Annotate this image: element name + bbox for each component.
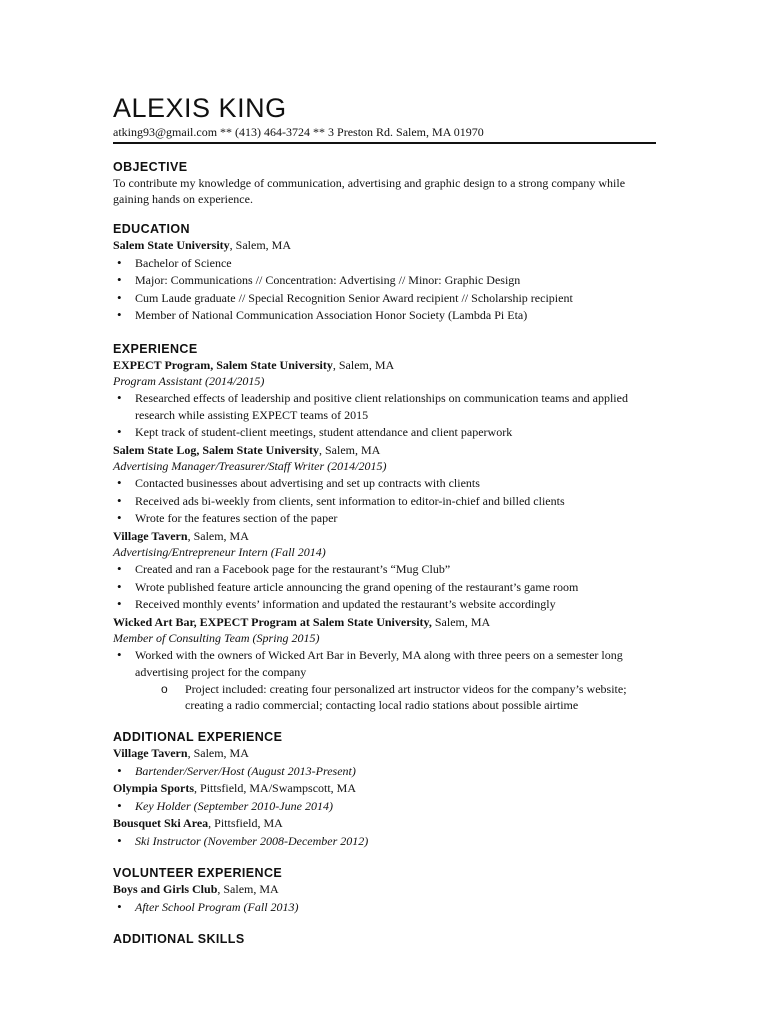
list-item: • Bachelor of Science [113, 255, 655, 272]
additional-bullets [113, 798, 655, 815]
job-org-line [113, 442, 655, 459]
additional-org-line [113, 815, 655, 832]
header-divider [113, 142, 656, 144]
job-bullets [113, 390, 655, 441]
job-org: Village Tavern [113, 528, 188, 543]
list-item: • Wrote for the features section of the paper [113, 510, 655, 527]
job-location: , Salem, MA [187, 528, 249, 543]
list-item: • Received monthly events’ information and updated the restaurant’s website accordingly [113, 596, 655, 613]
job-org-line [113, 357, 655, 374]
volunteer-bullets [113, 899, 655, 916]
job-role: Advertising/Entrepreneur Intern (Fall 2014) [113, 545, 326, 559]
job-entry [113, 528, 655, 613]
list-item: • Ski Instructor (November 2008-December 2012) [113, 833, 655, 850]
additional-location: , Pittsfield, MA/Swampscott, MA [194, 781, 357, 795]
list-item: • Worked with the owners of Wicked Art Bar in Beverly, MA along with three peers on a semester long advertising project for the company [113, 647, 655, 680]
job-sub-bullets [113, 681, 655, 713]
education-section [113, 221, 655, 324]
job-org: Wicked Art Bar, EXPECT Program at Salem State University, [113, 614, 432, 629]
experience-heading: EXPERIENCE [113, 341, 198, 356]
job-role: Member of Consulting Team (Spring 2015) [113, 631, 320, 645]
job-org-line [113, 528, 655, 545]
skills-section [113, 931, 655, 947]
candidate-name: ALEXIS KING [113, 93, 287, 123]
list-item: • Created and ran a Facebook page for the restaurant’s “Mug Club” [113, 561, 655, 578]
job-location: Salem, MA [431, 614, 491, 629]
list-item: • Researched effects of leadership and positive client relationships on communication teams and applied research while assisting EXPECT teams of 2015 [113, 390, 655, 423]
school-name: Salem State University [113, 238, 230, 252]
job-bullets [113, 561, 655, 613]
additional-org: Bousquet Ski Area [113, 816, 209, 830]
additional-org: Village Tavern [113, 746, 188, 760]
list-item: • After School Program (Fall 2013) [113, 899, 655, 916]
volunteer-section [113, 865, 655, 915]
job-role: Advertising Manager/Treasurer/Staff Writer (2014/2015) [113, 459, 387, 473]
education-heading: EDUCATION [113, 222, 190, 236]
additional-experience-section [113, 729, 655, 849]
additional-bullets [113, 833, 655, 850]
list-item: • Major: Communications // Concentration: Advertising // Minor: Graphic Design [113, 272, 655, 289]
volunteer-org-line [113, 881, 655, 898]
objective-text: To contribute my knowledge of communication, advertising and graphic design to a strong company while gaining hands on experience. [113, 176, 626, 206]
job-org-line [113, 614, 655, 631]
additional-location: , Salem, MA [187, 746, 249, 760]
volunteer-heading: VOLUNTEER EXPERIENCE [113, 866, 283, 880]
additional-bullets [113, 763, 655, 780]
education-school-line [113, 237, 655, 254]
contact-line: atking93@gmail.com ** (413) 464-3724 ** 3 Preston Rd. Salem, MA 01970 [113, 125, 484, 139]
sub-list-item: o Project included: creating four personalized art instructor videos for the company’s website; creating a radio commercial; contacting local radio stations about possible airtime [113, 681, 655, 713]
list-item: • Bartender/Server/Host (August 2013-Present) [113, 763, 655, 780]
job-location: , Salem, MA [332, 357, 395, 372]
list-item: • Key Holder (September 2010-June 2014) [113, 798, 655, 815]
additional-org: Olympia Sports [113, 781, 195, 795]
list-item: • Member of National Communication Association Honor Society (Lambda Pi Eta) [113, 307, 655, 324]
list-item: • Kept track of student-client meetings, student attendance and client paperwork [113, 424, 655, 441]
list-item: • Cum Laude graduate // Special Recognition Senior Award recipient // Scholarship recipient [113, 290, 655, 307]
job-role: Program Assistant (2014/2015) [113, 374, 265, 388]
job-bullets [113, 475, 655, 527]
additional-location: , Pittsfield, MA [208, 816, 283, 830]
list-item: • Wrote published feature article announcing the grand opening of the restaurant’s game room [113, 579, 655, 596]
job-entry [113, 614, 655, 714]
additional-org-line [113, 745, 655, 762]
list-item: • Received ads bi-weekly from clients, sent information to editor-in-chief and billed clients [113, 493, 655, 510]
additional-experience-heading: ADDITIONAL EXPERIENCE [113, 730, 283, 744]
job-entry [113, 357, 655, 441]
objective-section [113, 159, 655, 207]
volunteer-location: , Salem, MA [217, 882, 279, 896]
education-bullets [113, 255, 655, 324]
job-location: , Salem, MA [318, 442, 381, 457]
objective-heading: OBJECTIVE [113, 160, 188, 174]
job-org: Salem State Log, Salem State University [113, 442, 319, 457]
job-entry [113, 442, 655, 527]
school-location: , Salem, MA [229, 238, 291, 252]
list-item: • Contacted businesses about advertising and set up contracts with clients [113, 475, 655, 492]
job-bullets [113, 647, 655, 680]
skills-heading: ADDITIONAL SKILLS [113, 932, 245, 946]
additional-org-line [113, 780, 655, 797]
volunteer-org: Boys and Girls Club [113, 882, 218, 896]
job-org: EXPECT Program, Salem State University [113, 357, 333, 372]
experience-section [113, 341, 655, 714]
